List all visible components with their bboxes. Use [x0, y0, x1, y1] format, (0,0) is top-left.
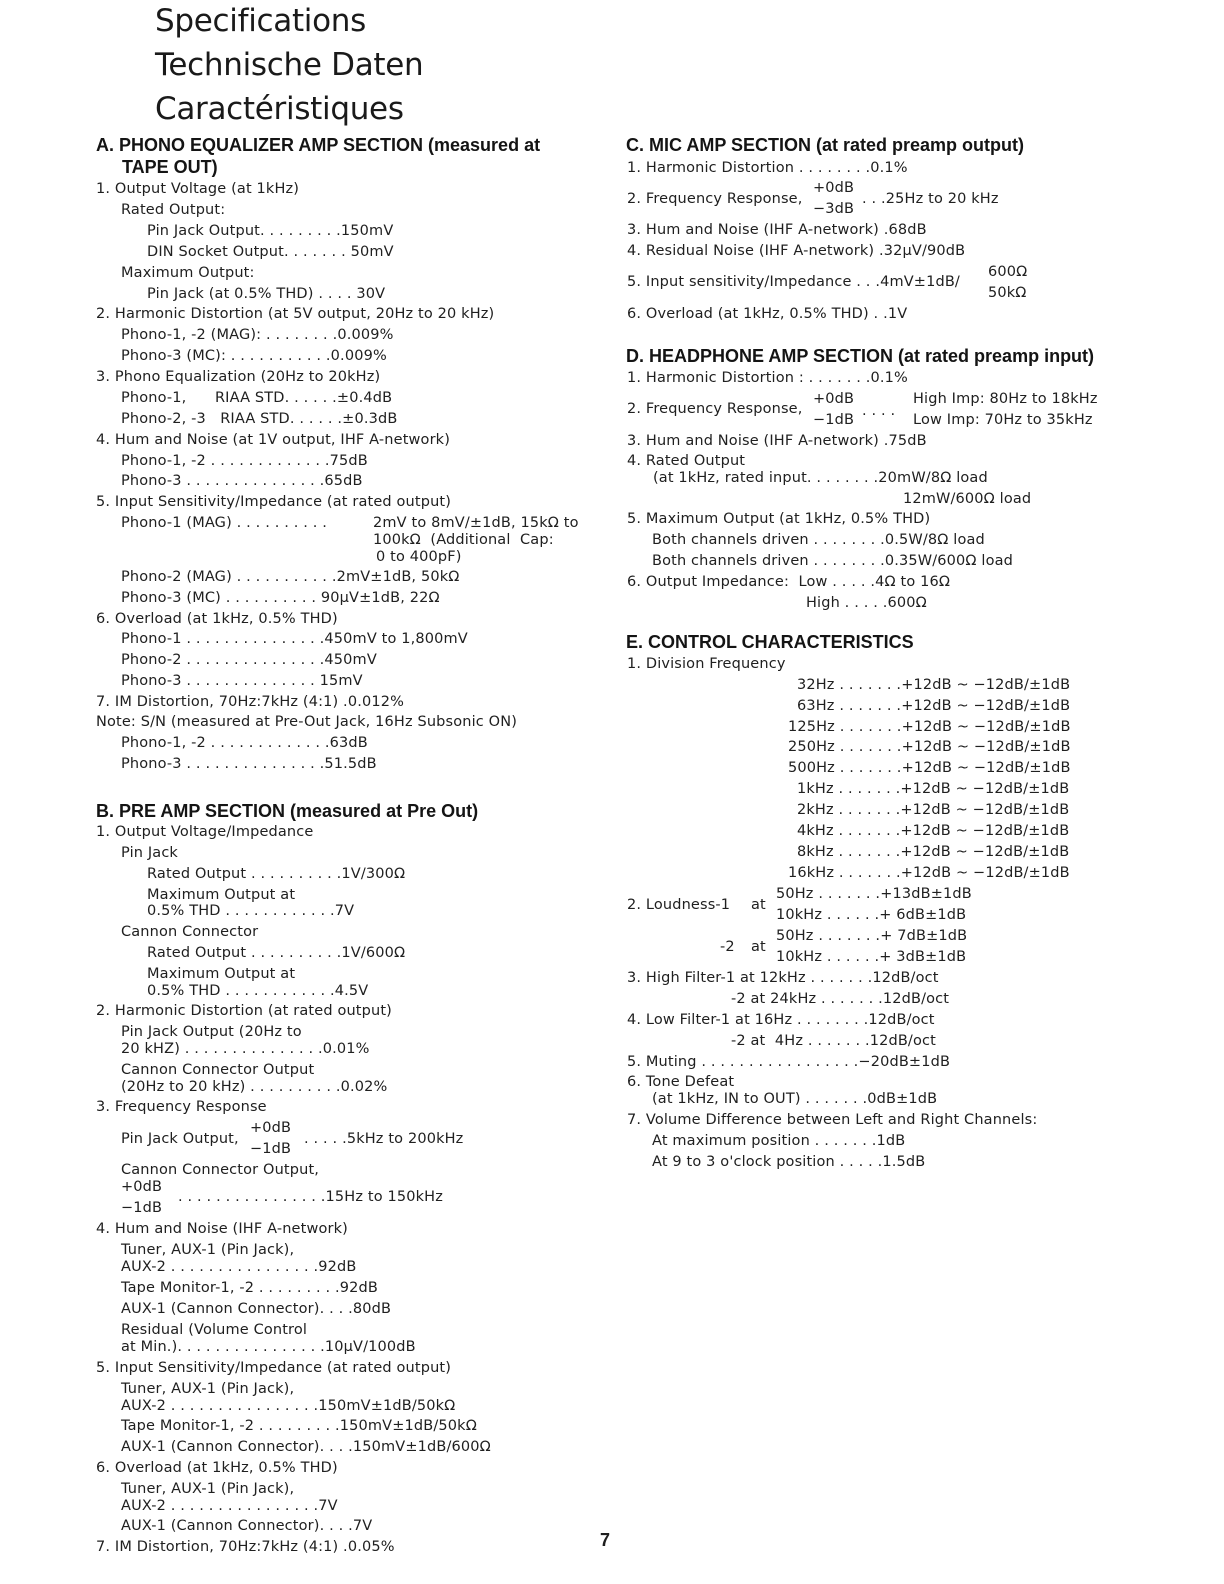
c-item-1: 1. Harmonic Distortion . . . . . . . .0.1%: [627, 160, 908, 176]
section-b-heading: B. PRE AMP SECTION (measured at Pre Out): [96, 801, 479, 821]
e-line: 50Hz . . . . . . .+13dB±1dB: [776, 886, 972, 902]
b-line: Tuner, AUX-1 (Pin Jack),: [121, 1381, 295, 1397]
e-freq-row: 32Hz . . . . . . .+12dB ~ −12dB/±1dB: [797, 677, 1071, 693]
a-line: Phono-1, RIAA STD. . . . . .±0.4dB: [121, 390, 393, 406]
c-line: . . .25Hz to 20 kHz: [862, 191, 999, 207]
e-line: (at 1kHz, IN to OUT) . . . . . . .0dB±1dB: [652, 1091, 938, 1107]
c-line: 50kΩ: [988, 285, 1027, 301]
d-item-6: 6. Output Impedance: Low . . . . .4Ω to 16Ω: [627, 574, 951, 590]
a-line: DIN Socket Output. . . . . . . 50mV: [147, 244, 394, 260]
d-line: High Imp: 80Hz to 18kHz: [913, 391, 1098, 407]
a-line: Phono-3 (MC) . . . . . . . . . . 90µV±1dB, 22Ω: [121, 590, 440, 606]
e-freq-row: 4kHz . . . . . . .+12dB ~ −12dB/±1dB: [797, 823, 1070, 839]
a-line: Phono-3 . . . . . . . . . . . . . . 15mV: [121, 673, 363, 689]
d-item-1: 1. Harmonic Distortion : . . . . . . .0.1%: [627, 370, 908, 386]
e-item-7: 7. Volume Difference between Left and Right Channels:: [627, 1112, 1038, 1128]
a-item-6: 6. Overload (at 1kHz, 0.5% THD): [96, 611, 338, 627]
a-line: Maximum Output:: [121, 265, 255, 281]
b-line: +0dB: [250, 1120, 292, 1136]
a-line: Pin Jack (at 0.5% THD) . . . . 30V: [147, 286, 386, 302]
b-line: Tape Monitor-1, -2 . . . . . . . . .92dB: [121, 1280, 378, 1296]
b-line: −1dB: [250, 1141, 292, 1157]
b-line: AUX-1 (Cannon Connector). . . .7V: [121, 1518, 373, 1534]
b-line: AUX-2 . . . . . . . . . . . . . . . .92dB: [121, 1259, 357, 1275]
b-item-2: 2. Harmonic Distortion (at rated output): [96, 1003, 392, 1019]
c-line: 600Ω: [988, 264, 1028, 280]
e-line: At maximum position . . . . . . .1dB: [652, 1133, 906, 1149]
a-note: Note: S/N (measured at Pre-Out Jack, 16Hz Subsonic ON): [96, 714, 518, 730]
e-line: at: [751, 939, 766, 955]
a-line: Phono-1, -2 . . . . . . . . . . . . .63dB: [121, 735, 368, 751]
e-item-2: 2. Loudness-1: [627, 897, 731, 913]
d-line: −1dB: [813, 412, 855, 428]
a-item-7: 7. IM Distortion, 70Hz:7kHz (4:1) .0.012%: [96, 694, 405, 710]
a-item-3: 3. Phono Equalization (20Hz to 20kHz): [96, 369, 381, 385]
e-freq-row: 63Hz . . . . . . .+12dB ~ −12dB/±1dB: [797, 698, 1071, 714]
b-line: +0dB: [121, 1179, 163, 1195]
b-line: . . . . .5kHz to 200kHz: [304, 1131, 464, 1147]
section-d-heading: D. HEADPHONE AMP SECTION (at rated preamp input): [626, 346, 1095, 366]
d-item-5: 5. Maximum Output (at 1kHz, 0.5% THD): [627, 511, 931, 527]
e-item-5: 5. Muting . . . . . . . . . . . . . . . . .−20dB±1dB: [627, 1054, 951, 1070]
a-line: Phono-1, -2 . . . . . . . . . . . . .75dB: [121, 453, 368, 469]
a-line: Phono-1, -2 (MAG): . . . . . . . .0.009%: [121, 327, 394, 343]
b-line: Residual (Volume Control: [121, 1322, 308, 1338]
c-item-3: 3. Hum and Noise (IHF A-network) .68dB: [627, 222, 927, 238]
a-line: Rated Output:: [121, 202, 226, 218]
page-title-english: Specifications: [155, 3, 366, 39]
b-line: Cannon Connector: [121, 924, 259, 940]
b-line: Maximum Output at: [147, 966, 296, 982]
d-line: . . . .: [862, 403, 896, 419]
b-line: Rated Output . . . . . . . . . .1V/300Ω: [147, 866, 406, 882]
b-item-5: 5. Input Sensitivity/Impedance (at rated output): [96, 1360, 452, 1376]
b-line: AUX-1 (Cannon Connector). . . .150mV±1dB/600Ω: [121, 1439, 491, 1455]
b-item-4: 4. Hum and Noise (IHF A-network): [96, 1221, 348, 1237]
e-line: At 9 to 3 o'clock position . . . . .1.5dB: [652, 1154, 926, 1170]
a-line: Phono-3 (MC): . . . . . . . . . . .0.009%: [121, 348, 387, 364]
b-line: AUX-2 . . . . . . . . . . . . . . . .150mV±1dB/50kΩ: [121, 1398, 456, 1414]
d-line: Both channels driven . . . . . . . .0.5W/8Ω load: [652, 532, 985, 548]
c-line: +0dB: [813, 180, 855, 196]
b-line: (20Hz to 20 kHz) . . . . . . . . . .0.02%: [121, 1079, 388, 1095]
b-line: Rated Output . . . . . . . . . .1V/600Ω: [147, 945, 406, 961]
a-item-5: 5. Input Sensitivity/Impedance (at rated output): [96, 494, 452, 510]
e-freq-row: 125Hz . . . . . . .+12dB ~ −12dB/±1dB: [788, 719, 1071, 735]
page-title-german: Technische Daten: [155, 47, 424, 83]
a-line: 2mV to 8mV/±1dB, 15kΩ to: [373, 515, 579, 531]
d-item-2: 2. Frequency Response,: [627, 401, 803, 417]
a-line: Phono-3 . . . . . . . . . . . . . . .65dB: [121, 473, 363, 489]
c-item-5: 5. Input sensitivity/Impedance . . .4mV±1dB/: [627, 274, 960, 290]
b-line: Maximum Output at: [147, 887, 296, 903]
b-item-7: 7. IM Distortion, 70Hz:7kHz (4:1) .0.05%: [96, 1539, 395, 1555]
e-freq-row: 16kHz . . . . . . .+12dB ~ −12dB/±1dB: [788, 865, 1070, 881]
e-freq-row: 8kHz . . . . . . .+12dB ~ −12dB/±1dB: [797, 844, 1070, 860]
e-freq-row: 1kHz . . . . . . .+12dB ~ −12dB/±1dB: [797, 781, 1070, 797]
b-line: Pin Jack Output,: [121, 1131, 239, 1147]
d-line: (at 1kHz, rated input. . . . . . . .20mW/8Ω load: [653, 470, 988, 486]
a-line: Phono-2, -3 RIAA STD. . . . . .±0.3dB: [121, 411, 398, 427]
e-line: 10kHz . . . . . .+ 3dB±1dB: [776, 949, 967, 965]
page-title-french: Caractéristiques: [155, 91, 404, 127]
e-item-1: 1. Division Frequency: [627, 656, 786, 672]
b-line: AUX-2 . . . . . . . . . . . . . . . .7V: [121, 1498, 338, 1514]
e-item-6: 6. Tone Defeat: [627, 1074, 735, 1090]
d-line: +0dB: [813, 391, 855, 407]
a-line: Phono-2 (MAG) . . . . . . . . . . .2mV±1dB, 50kΩ: [121, 569, 460, 585]
section-a-heading: A. PHONO EQUALIZER AMP SECTION (measured at: [96, 135, 541, 155]
b-item-1: 1. Output Voltage/Impedance: [96, 824, 314, 840]
e-line: 50Hz . . . . . . .+ 7dB±1dB: [776, 928, 968, 944]
e-freq-row: 250Hz . . . . . . .+12dB ~ −12dB/±1dB: [788, 739, 1071, 755]
a-line: 0 to 400pF): [376, 549, 462, 565]
a-line: Pin Jack Output. . . . . . . . .150mV: [147, 223, 394, 239]
c-item-2: 2. Frequency Response,: [627, 191, 803, 207]
e-line: -2 at 24kHz . . . . . . .12dB/oct: [731, 991, 950, 1007]
b-line: −1dB: [121, 1200, 163, 1216]
b-line: 0.5% THD . . . . . . . . . . . .4.5V: [147, 983, 369, 999]
e-freq-row: 500Hz . . . . . . .+12dB ~ −12dB/±1dB: [788, 760, 1071, 776]
e-freq-row: 2kHz . . . . . . .+12dB ~ −12dB/±1dB: [797, 802, 1070, 818]
b-line: Cannon Connector Output: [121, 1062, 315, 1078]
e-item-4: 4. Low Filter-1 at 16Hz . . . . . . . .12dB/oct: [627, 1012, 935, 1028]
b-line: at Min.). . . . . . . . . . . . . . . .10µV/100dB: [121, 1339, 416, 1355]
b-line: 20 kHZ) . . . . . . . . . . . . . . .0.01%: [121, 1041, 370, 1057]
b-line: Pin Jack: [121, 845, 178, 861]
d-line: High . . . . .600Ω: [806, 595, 927, 611]
d-item-4: 4. Rated Output: [627, 453, 746, 469]
e-line: 10kHz . . . . . .+ 6dB±1dB: [776, 907, 967, 923]
page-number: 7: [600, 1530, 611, 1550]
a-line: 100kΩ (Additional Cap:: [373, 532, 554, 548]
a-line: Phono-3 . . . . . . . . . . . . . . .51.5dB: [121, 756, 377, 772]
c-item-4: 4. Residual Noise (IHF A-network) .32µV/90dB: [627, 243, 966, 259]
d-item-3: 3. Hum and Noise (IHF A-network) .75dB: [627, 433, 927, 449]
e-line: at: [751, 897, 766, 913]
b-line: Cannon Connector Output,: [121, 1162, 320, 1178]
d-line: Low Imp: 70Hz to 35kHz: [913, 412, 1093, 428]
e-line: -2 at 4Hz . . . . . . .12dB/oct: [731, 1033, 936, 1049]
b-line: AUX-1 (Cannon Connector). . . .80dB: [121, 1301, 392, 1317]
c-line: −3dB: [813, 201, 855, 217]
b-item-6: 6. Overload (at 1kHz, 0.5% THD): [96, 1460, 338, 1476]
b-item-3: 3. Frequency Response: [96, 1099, 267, 1115]
section-e-heading: E. CONTROL CHARACTERISTICS: [626, 632, 914, 652]
b-line: Pin Jack Output (20Hz to: [121, 1024, 302, 1040]
b-line: Tuner, AUX-1 (Pin Jack),: [121, 1481, 295, 1497]
d-line: Both channels driven . . . . . . . .0.35W/600Ω load: [652, 553, 1013, 569]
b-line: . . . . . . . . . . . . . . . .15Hz to 150kHz: [178, 1189, 443, 1205]
a-line: Phono-1 (MAG) . . . . . . . . . .: [121, 515, 328, 531]
a-line: Phono-1 . . . . . . . . . . . . . . .450mV to 1,800mV: [121, 631, 468, 647]
d-line: 12mW/600Ω load: [903, 491, 1032, 507]
a-item-2: 2. Harmonic Distortion (at 5V output, 20Hz to 20 kHz): [96, 306, 495, 322]
e-line: -2: [720, 939, 735, 955]
a-item-4: 4. Hum and Noise (at 1V output, IHF A-network): [96, 432, 451, 448]
c-item-6: 6. Overload (at 1kHz, 0.5% THD) . .1V: [627, 306, 908, 322]
b-line: Tape Monitor-1, -2 . . . . . . . . .150mV±1dB/50kΩ: [121, 1418, 477, 1434]
a-item-1: 1. Output Voltage (at 1kHz): [96, 181, 300, 197]
a-line: Phono-2 . . . . . . . . . . . . . . .450mV: [121, 652, 377, 668]
section-c-heading: C. MIC AMP SECTION (at rated preamp output): [626, 135, 1025, 155]
e-item-3: 3. High Filter-1 at 12kHz . . . . . . .12dB/oct: [627, 970, 939, 986]
b-line: Tuner, AUX-1 (Pin Jack),: [121, 1242, 295, 1258]
section-a-heading-cont: TAPE OUT): [122, 157, 218, 177]
b-line: 0.5% THD . . . . . . . . . . . .7V: [147, 903, 355, 919]
